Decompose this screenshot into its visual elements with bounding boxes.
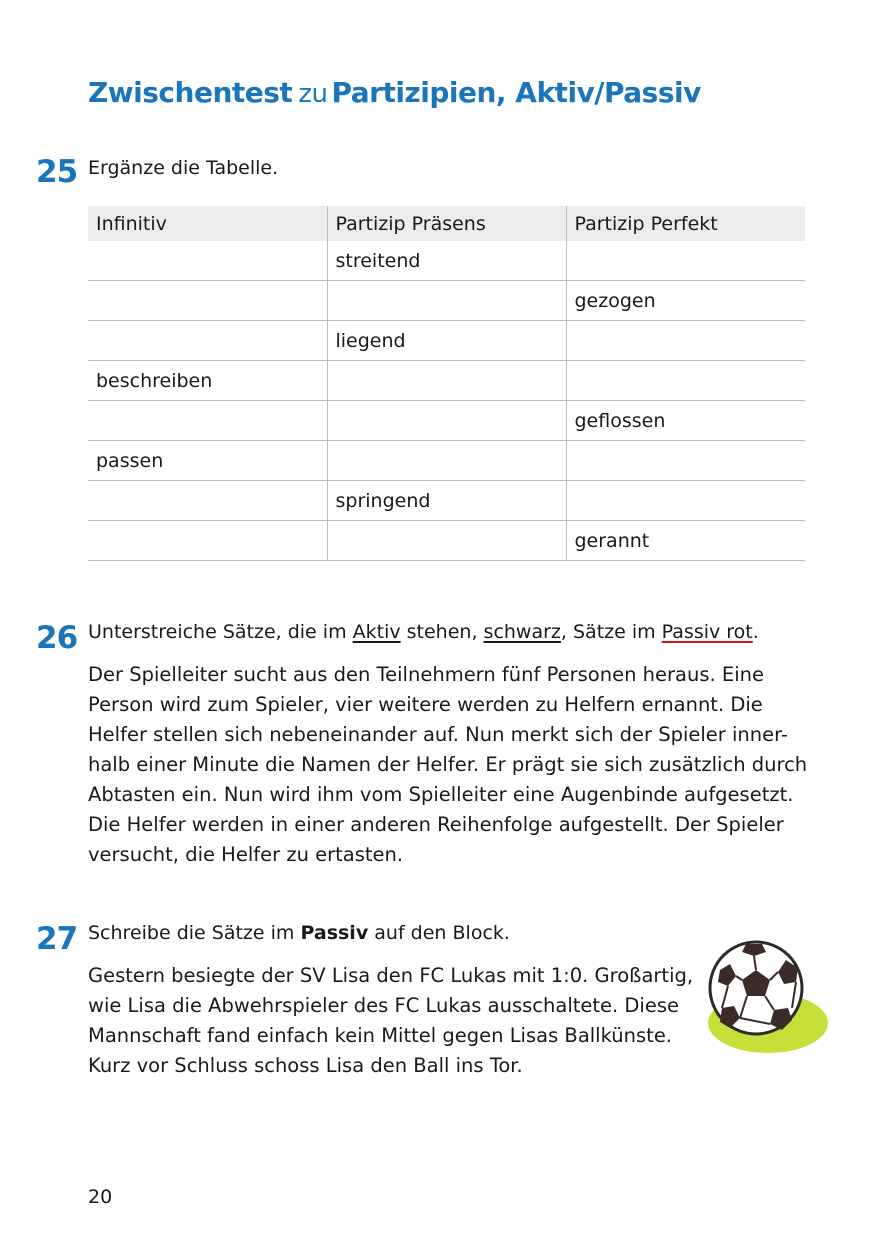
task-number-27: 27 bbox=[36, 921, 78, 957]
title-part1: Zwischentest bbox=[88, 76, 293, 109]
passiv-rot-word: Passiv rot bbox=[661, 621, 753, 643]
table-cell[interactable] bbox=[327, 361, 566, 401]
soccer-ball-icon bbox=[700, 940, 830, 1060]
text-line: wie Lisa die Abwehrspieler des FC Lukas ausschaltete. Diese bbox=[88, 994, 680, 1017]
table-cell[interactable] bbox=[88, 521, 327, 561]
table-row bbox=[88, 361, 805, 401]
table-cell[interactable]: gerannt bbox=[566, 521, 805, 561]
table-cell[interactable] bbox=[327, 281, 566, 321]
text-line: Der Spielleiter sucht aus den Teilnehmern fünf Personen heraus. Eine bbox=[88, 663, 764, 686]
instr-text: auf den Block. bbox=[368, 922, 510, 944]
table-cell[interactable]: gezogen bbox=[566, 281, 805, 321]
text-line: versucht, die Helfer zu ertasten. bbox=[88, 843, 404, 866]
instr-text: , Sätze im bbox=[560, 621, 662, 643]
header-partizip-perfekt: Partizip Perfekt bbox=[566, 206, 805, 241]
table-cell[interactable] bbox=[566, 481, 805, 521]
task-26-text bbox=[88, 660, 808, 870]
table-cell[interactable] bbox=[88, 281, 327, 321]
table-cell[interactable] bbox=[566, 321, 805, 361]
table-cell[interactable] bbox=[88, 321, 327, 361]
instr-text: Schreibe die Sätze im bbox=[88, 922, 301, 944]
passiv-word: Passiv bbox=[300, 922, 369, 944]
page-number: 20 bbox=[88, 1186, 113, 1208]
instr-text: Unterstreiche Sätze, die im bbox=[88, 621, 353, 643]
schwarz-word: schwarz bbox=[483, 621, 561, 643]
task-number-26: 26 bbox=[36, 620, 78, 656]
text-line: Kurz vor Schluss schoss Lisa den Ball ins Tor. bbox=[88, 1054, 523, 1077]
table-row bbox=[88, 481, 805, 521]
table-cell[interactable] bbox=[88, 401, 327, 441]
task-26-instruction bbox=[88, 621, 759, 643]
instr-text: . bbox=[752, 621, 759, 643]
text-line: halb einer Minute die Namen der Helfer. Er prägt sie sich zusätzlich durch bbox=[88, 753, 808, 776]
title-part2: zu bbox=[298, 79, 328, 109]
table-cell[interactable] bbox=[88, 241, 327, 281]
header-infinitiv: Infinitiv bbox=[88, 206, 327, 241]
table-header-row bbox=[88, 206, 805, 241]
table-cell[interactable]: streitend bbox=[327, 241, 566, 281]
table-cell[interactable] bbox=[327, 401, 566, 441]
task-27-instruction bbox=[88, 922, 510, 944]
table-cell[interactable] bbox=[566, 241, 805, 281]
table-cell[interactable] bbox=[88, 481, 327, 521]
table-row bbox=[88, 521, 805, 561]
table-cell[interactable]: passen bbox=[88, 441, 327, 481]
table-row bbox=[88, 441, 805, 481]
text-line: Die Helfer werden in einer anderen Reihenfolge aufgestellt. Der Spieler bbox=[88, 813, 784, 836]
table-cell[interactable] bbox=[327, 441, 566, 481]
task-25-instruction: Ergänze die Tabelle. bbox=[88, 157, 279, 179]
title-part3: Partizipien, Aktiv/Passiv bbox=[331, 76, 701, 109]
task-number-25: 25 bbox=[36, 154, 78, 190]
instr-text: stehen, bbox=[400, 621, 484, 643]
table-row bbox=[88, 241, 805, 281]
text-line: Gestern besiegte der SV Lisa den FC Lukas mit 1:0. Großartig, bbox=[88, 964, 694, 987]
table-row bbox=[88, 401, 805, 441]
table-cell[interactable] bbox=[327, 521, 566, 561]
participle-table bbox=[88, 206, 805, 561]
table-row bbox=[88, 321, 805, 361]
header-partizip-praesens: Partizip Präsens bbox=[327, 206, 566, 241]
table-cell[interactable]: springend bbox=[327, 481, 566, 521]
text-line: Mannschaft fand einfach kein Mittel gegen Lisas Ballkünste. bbox=[88, 1024, 673, 1047]
text-line: Person wird zum Spieler, vier weitere werden zu Helfern ernannt. Die bbox=[88, 693, 763, 716]
table-cell[interactable]: geflossen bbox=[566, 401, 805, 441]
text-line: Helfer stellen sich nebeneinander auf. Nun merkt sich der Spieler inner- bbox=[88, 723, 788, 746]
text-line: Abtasten ein. Nun wird ihm vom Spielleiter eine Augenbinde aufgesetzt. bbox=[88, 783, 794, 806]
table-cell[interactable]: liegend bbox=[327, 321, 566, 361]
page-title bbox=[88, 76, 701, 109]
table-cell[interactable] bbox=[566, 361, 805, 401]
table-cell[interactable] bbox=[566, 441, 805, 481]
table-row bbox=[88, 281, 805, 321]
table-cell[interactable]: beschreiben bbox=[88, 361, 327, 401]
aktiv-word: Aktiv bbox=[352, 621, 401, 643]
task-27-text bbox=[88, 961, 694, 1081]
